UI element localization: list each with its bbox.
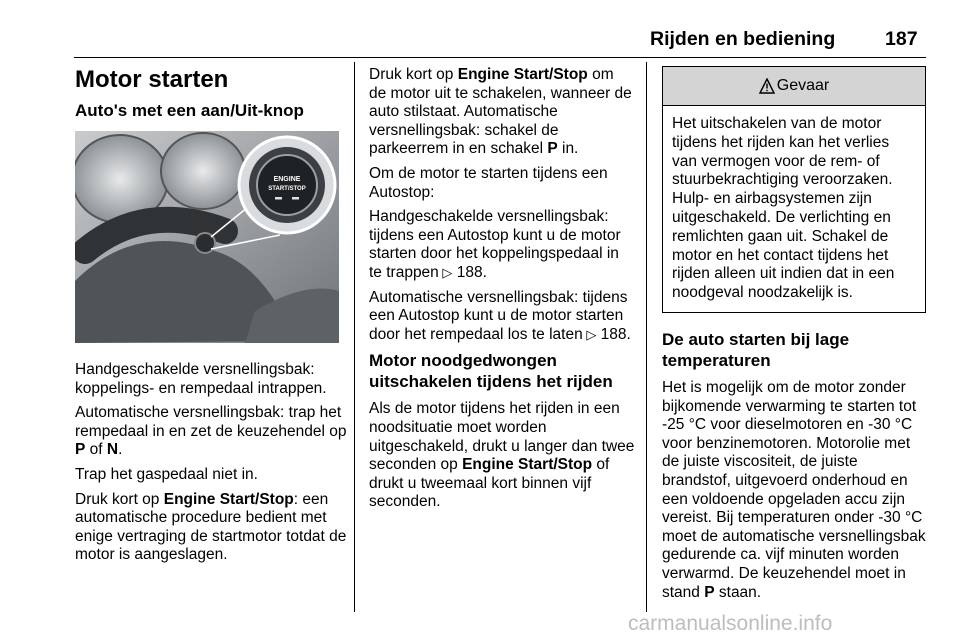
start-stop-button-illustration [75,131,339,343]
paragraph-stop-engine: Druk kort op Engine Start/Stop om de motor uit te schakelen, wanneer de auto stilstaat. Automatische versnellingsbak: schakel de parkeerrem in en schakel P in. [369,66,632,158]
warning-triangle-icon [759,78,775,94]
subsection-heading-low-temp: De auto starten bij lage temperaturen [662,329,850,370]
header-rule [74,57,926,58]
warning-box [662,66,926,313]
warning-title: Gevaar [776,76,830,94]
column-3 [662,66,927,608]
subsection-heading: Auto's met een aan/Uit-knop [75,101,304,120]
paragraph-autostop-manual: Handgeschakelde versnellingsbak: tijdens een Autostop kunt u de motor starten door het koppelingspedaal in te trappen ▷ 188. [369,208,621,281]
paragraph-autostop-automatic: Automatische versnellingsbak: tijdens een Autostop kunt u de motor starten door het rempedaal los te laten ▷ 188. [369,288,631,343]
paragraph-accelerator: Trap het gaspedaal niet in. [75,465,258,483]
engine-label: ENGINE [273,176,301,183]
watermark: carmanualsonline.info [628,612,833,635]
section-heading: Motor starten [75,66,229,93]
running-header-title: Rijden en bediening [650,28,836,50]
page-number: 187 [885,28,918,50]
cross-reference-arrow-icon[interactable]: ▷ [582,326,597,342]
paragraph-low-temp: Het is mogelijk om de motor zonder bijkomende verwarming te starten tot -25 °C voor dieselmotoren en -30 °C voor benzinemotoren. Motorolie met de juiste viscositeit, de juiste brandstof, uitgevoerd onderhoud en een voldoende opgeladen accu zijn vereist. Bij temperaturen onder -30 °C moet de automatische versnellingsbak gedurende ca. vijf minuten worden verwarmd. De keuzehendel moet in stand P staan. [662,378,926,601]
start-stop-label: START/STOP [268,186,306,192]
column-2 [369,66,635,518]
warning-header [663,67,925,106]
paragraph-manual-transmission: Handgeschakelde versnellingsbak: koppelings- en rempedaal intrappen. [75,361,327,397]
warning-text: Het uitschakelen van de motor tijdens het rijden kan het verlies van vermogen voor de rem- of stuurbekrachtiging veroorzaken. Hulp- en airbagsystemen zijn uitgeschakeld. De verlichting en remlichten gaan uit. Schakel de motor en het contact tijdens het rijden alleen uit indien dat in een noodgeval noodzakelijk is. [672,115,895,302]
paragraph-automatic-transmission: Automatische versnellingsbak: trap het rempedaal in en zet de keuzehendel op P of N. [75,404,347,459]
column-divider-2 [646,62,647,612]
subsection-heading-emergency: Motor noodgedwongen uitschakelen tijdens het rijden [369,351,613,392]
column-1 [75,66,347,571]
cross-reference-arrow-icon[interactable]: ▷ [438,264,453,280]
paragraph-emergency-stop: Als de motor tijdens het rijden in een noodsituatie moet worden uitgeschakeld, drukt u langer dan twee seconden op Engine Start/Stop of drukt u tweemaal kort binnen vijf seconden. [369,400,635,511]
paragraph-start-procedure: Druk kort op Engine Start/Stop: een automatische procedure bedient met enige vertraging de startmotor totdat de motor is aangeslagen. [75,490,347,564]
column-divider-1 [354,62,355,612]
paragraph-autostop-intro: Om de motor te starten tijdens een Autostop: [369,164,608,201]
dashboard-photo [75,131,339,343]
